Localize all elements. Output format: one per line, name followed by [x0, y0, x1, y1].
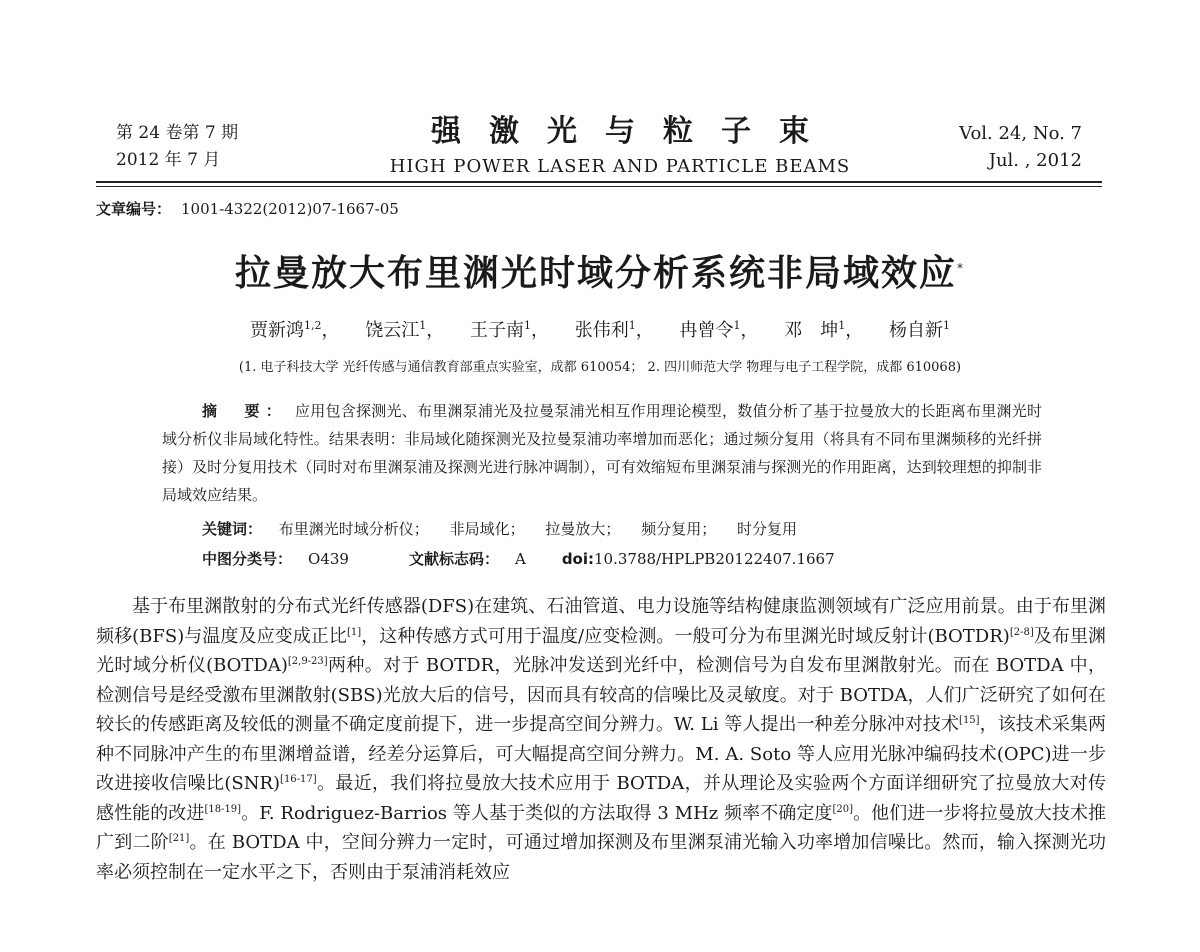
author: 杨自新$^1$ — [888, 319, 950, 341]
journal-title-en: HIGH POWER LASER AND PARTICLE BEAMS — [389, 156, 851, 177]
volume-number: Vol. 24, No. 7 — [959, 123, 1082, 144]
citation: [16-17] — [280, 774, 317, 785]
abstract-text: 应用包含探测光、布里渊泵浦光及拉曼泵浦光相互作用理论模型，数值分析了基于拉曼放大的长距离布里渊光时域分析仪非局域化特性。结果表明：非局域化随探测光及拉曼泵浦功率增加而恶化；通过频分复用（将具有不同布里渊频移的光纤拼接）及时分复用技术（同时对布里渊泵浦及探测光进行脉冲调制），可有效缩短布里渊泵浦与探测光的作用距离，达到较理想的抑制非局域效应结果。 — [162, 402, 1042, 504]
author: 张伟利$^1$， — [574, 319, 654, 341]
header-rule-thin — [96, 186, 1102, 187]
author: 饶云江$^1$， — [365, 319, 445, 341]
intro-paragraph: 基于布里渊散射的分布式光纤传感器(DFS)在建筑、石油管道、电力设施等结构健康监测领域有广泛应用前景。由于布里渊频移(BFS)与温度及应变成正比[1]，这种传感方式可用于温度/应变检测。一般可分为布里渊光时域反射计(BOTDR)[2-8]及布里渊光时域分析仪(BOTDA)[2,9-23]两种。对于 BOTDR，光脉冲发送到光纤中，检测信号为自发布里渊散射光。而在 BOTDA 中，检测信号是经受激布里渊散射(SBS)光放大后的信号，因而具有较高的信噪比及灵敏度。对于 BOTDA，人们广泛研究了如何在较长的传感距离及较低的测量不确定度前提下，进一步提高空间分辨力。W. Li 等人提出一种差分脉冲对技术[15]，该技术采集两种不同脉冲产生的布里渊增益谱，经差分运算后，可大幅提高空间分辨力。M. A. Soto 等人应用光脉冲编码技术(OPC)进一步改进接收信噪比(SNR)[16-17]。最近，我们将拉曼放大技术应用于 BOTDA，并从理论及实验两个方面详细研究了拉曼放大对传感性能的改进[18-19]。F. Rodriguez-Barrios 等人基于类似的方法取得 3 MHz 频率不确定度[20]。他们进一步将拉曼放大技术推广到二阶[21]。在 BOTDA 中，空间分辨力一定时，可通过增加探测及布里渊泵浦光输入功率增加信噪比。然而，输入探测光功率必须控制在一定水平之下，否则由于泵浦消耗效应 — [96, 596, 1107, 883]
citation: [20] — [832, 803, 854, 815]
keyword: 时分复用 — [736, 520, 797, 538]
body-text — [96, 592, 1106, 887]
article-number-label: 文章编号： — [96, 200, 172, 218]
keyword: 频分复用； — [641, 520, 717, 538]
keywords — [202, 518, 813, 539]
keywords-label: 关键词： — [202, 520, 263, 538]
issue-volume: 第 24 卷第 7 期 — [116, 123, 239, 143]
article-number — [96, 198, 399, 219]
author: 王子南$^1$， — [470, 319, 550, 341]
issue-month: Jul. , 2012 — [988, 150, 1082, 171]
clc-label: 中图分类号： — [202, 550, 293, 568]
keyword: 布里渊光时域分析仪； — [278, 520, 429, 538]
author: 邓 坤$^1$， — [784, 319, 864, 341]
clc-value: O439 — [308, 550, 349, 568]
author-list — [0, 316, 1200, 342]
title-footnote-mark: * — [957, 261, 965, 275]
citation: [18-19] — [204, 803, 242, 815]
journal-title-cn: 强激光与粒子束 — [431, 114, 837, 149]
doi-label: doi: — [561, 550, 594, 568]
header-rule-thick — [96, 181, 1102, 183]
author: 冉曾令$^1$， — [679, 319, 759, 341]
citation: [2,9-23] — [287, 656, 328, 667]
citation: [2-8] — [1009, 626, 1034, 638]
abstract-label: 摘 要： — [202, 402, 287, 420]
citation: [21] — [168, 833, 190, 844]
issue-info — [116, 120, 238, 174]
doc-code-label: 文献标志码： — [408, 550, 499, 568]
issue-date: 2012 年 7 月 — [116, 150, 221, 170]
abstract — [162, 397, 1042, 509]
keyword: 拉曼放大； — [545, 520, 621, 538]
doi-value: 10.3788/HPLPB20122407.1667 — [594, 550, 835, 568]
journal-masthead — [340, 112, 900, 180]
citation: [15] — [959, 715, 980, 726]
paper-title-text: 拉曼放大布里渊光时域分析系统非局域效应 — [234, 253, 957, 294]
classification-line — [202, 548, 835, 569]
author: 贾新鸿$^{1,2}$， — [250, 319, 340, 341]
article-number-value: 1001-4322(2012)07-1667-05 — [181, 200, 399, 218]
doc-code-value: A — [514, 550, 526, 568]
issue-info-en — [959, 120, 1082, 174]
affiliations: (1. 电子科技大学 光纤传感与通信教育部重点实验室，成都 610054； 2. 四川师范大学 物理与电子工程学院，成都 610068) — [238, 360, 962, 375]
keyword: 非局域化； — [449, 520, 525, 538]
paper-title — [0, 245, 1200, 296]
citation: [1] — [346, 626, 362, 638]
